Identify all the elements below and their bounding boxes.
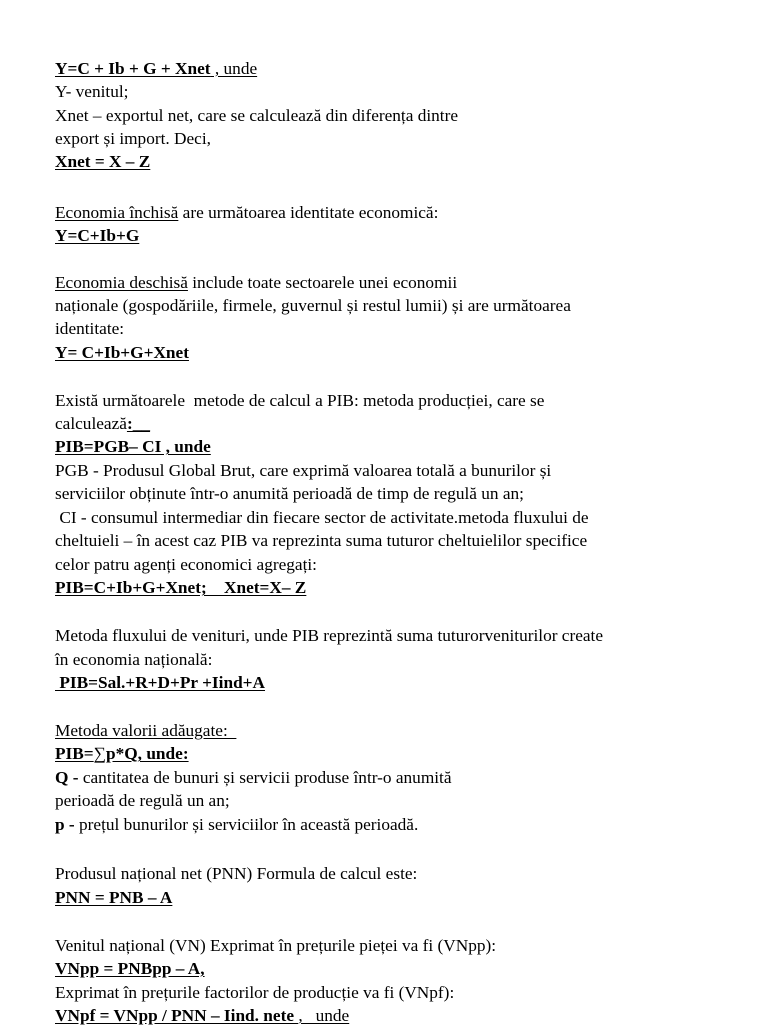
text-line: calculează:__	[55, 414, 150, 433]
text-line: Y- venitul;	[55, 82, 129, 101]
formula-value-added: PIB=∑p*Q, unde:	[55, 744, 189, 763]
formula-vnpf: VNpf = VNpp / PNN – Iind. nete , unde	[55, 1006, 350, 1025]
text-line: identitate:	[55, 319, 125, 338]
text-line: cheltuieli – în acest caz PIB va reprezinta suma tuturor cheltuielilor specifice	[55, 531, 588, 550]
formula-expenditure-flow: PIB=C+Ib+G+Xnet; Xnet=X– Z	[55, 578, 307, 597]
text-line: export și import. Deci,	[55, 129, 211, 148]
text-line: Există următoarele metode de calcul a PIB: metoda producției, care se	[55, 391, 545, 410]
text-line: Exprimat în prețurile factorilor de producție va fi (VNpf):	[55, 983, 455, 1002]
formula-vnpp: VNpp = PNBpp – A,	[55, 959, 205, 978]
text-line: Metoda fluxului de venituri, unde PIB reprezintă suma tuturorveniturilor create	[55, 626, 604, 645]
text-line: serviciilor obținute într-o anumită perioadă de timp de regulă un an;	[55, 484, 524, 503]
formula-net-export: Xnet = X – Z	[55, 152, 151, 171]
text-line: Q - cantitatea de bunuri și servicii produse într-o anumită	[55, 768, 452, 787]
text-line: naționale (gospodăriile, firmele, guvernul și restul lumii) și are următoarea	[55, 296, 571, 315]
text-line: celor patru agenți economici agregați:	[55, 555, 317, 574]
formula-production-method: PIB=PGB– CI , unde	[55, 437, 211, 456]
formula-closed-economy: Y=C+Ib+G	[55, 226, 140, 245]
text-line: în economia națională:	[55, 650, 213, 669]
text-line: Venitul național (VN) Exprimat în prețurile pieței va fi (VNpp):	[55, 936, 497, 955]
text-line: Economia deschisă include toate sectoarele unei economii	[55, 273, 458, 292]
formula-open-economy: Y= C+Ib+G+Xnet	[55, 343, 189, 362]
text-line: perioadă de regulă un an;	[55, 791, 230, 810]
formula-income-flow: PIB=Sal.+R+D+Pr +Iind+A	[55, 673, 266, 692]
heading-value-added: Metoda valorii adăugate:	[55, 721, 237, 740]
text-line: Xnet – exportul net, care se calculează din diferența dintre	[55, 106, 459, 125]
text-line: Produsul național net (PNN) Formula de calcul este:	[55, 864, 418, 883]
text-line: PGB - Produsul Global Brut, care exprimă valoarea totală a bunurilor și	[55, 461, 552, 480]
formula-pnn: PNN = PNB – A	[55, 888, 173, 907]
formula-gdp-expenditure: Y=C + Ib + G + Xnet , unde	[55, 59, 258, 78]
text-line: Economia închisă are următoarea identitate economică:	[55, 203, 439, 222]
text-line: p - prețul bunurilor și serviciilor în această perioadă.	[55, 815, 419, 834]
text-line: CI - consumul intermediar din fiecare sector de activitate.metoda fluxului de	[55, 508, 589, 527]
